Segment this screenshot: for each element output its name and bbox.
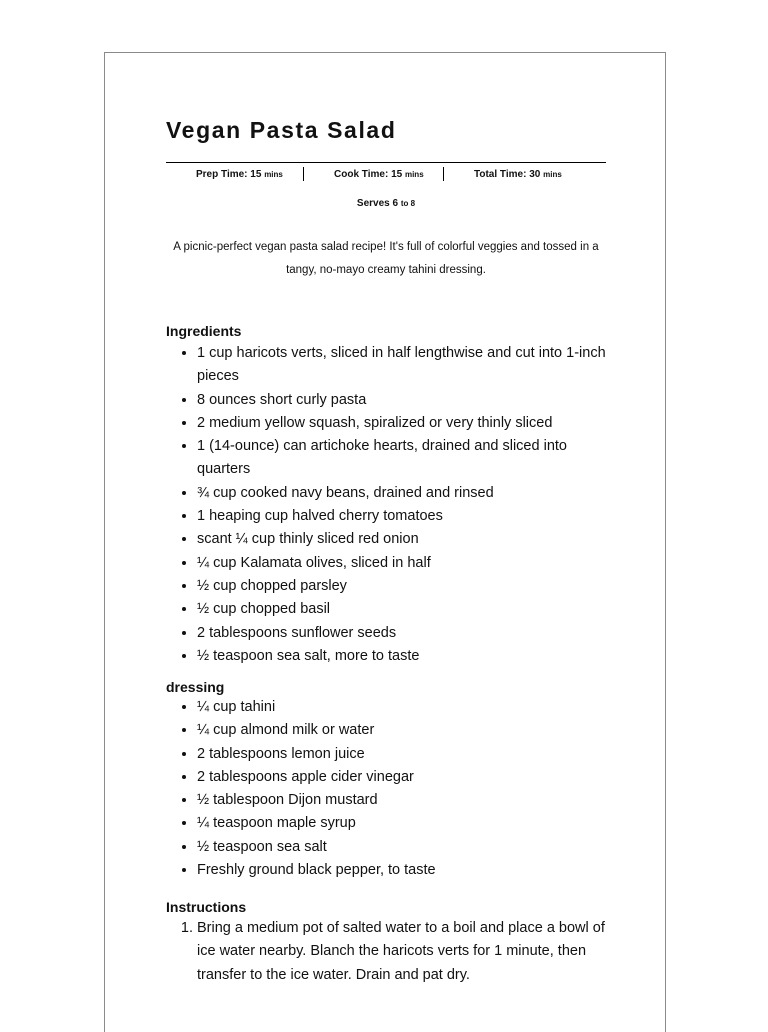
total-time-label: Total Time: — [474, 169, 527, 180]
servings — [166, 198, 606, 209]
list-item: • 2 tablespoons apple cider vinegar — [197, 766, 606, 789]
ingredients-list — [166, 342, 606, 668]
list-item: • 1 (14-ounce) can artichoke hearts, drained and sliced into quarters — [197, 435, 606, 482]
list-item: • 1 heaping cup halved cherry tomatoes — [197, 505, 606, 528]
summary-line: A picnic-perfect vegan pasta salad recipe! It's full of colorful veggies and tossed in a — [173, 241, 599, 253]
list-item: • ½ cup chopped basil — [197, 598, 606, 621]
total-time-unit: mins — [543, 170, 562, 179]
list-item: • 2 tablespoons lemon juice — [197, 743, 606, 766]
list-item: • 2 tablespoons sunflower seeds — [197, 622, 606, 645]
title-divider — [166, 162, 606, 163]
recipe-times — [166, 167, 606, 185]
list-item: • 8 ounces short curly pasta — [197, 389, 606, 412]
prep-time-value: 15 — [250, 169, 262, 180]
recipe-summary — [158, 236, 614, 282]
servings-label: Serves — [356, 198, 390, 209]
list-item: • ¼ cup tahini — [197, 696, 606, 719]
cook-time-label: Cook Time: — [334, 169, 389, 180]
total-time — [474, 169, 562, 180]
prep-time-label: Prep Time: — [196, 169, 248, 180]
prep-time — [196, 169, 283, 180]
list-item: • ½ cup chopped parsley — [197, 575, 606, 598]
servings-unit: to 8 — [400, 199, 416, 208]
dressing-heading: dressing — [166, 679, 225, 695]
list-item: • ¼ cup almond milk or water — [197, 719, 606, 742]
instructions-list — [166, 917, 606, 987]
list-item: • Freshly ground black pepper, to taste — [197, 859, 606, 882]
cook-time — [334, 169, 424, 180]
cook-time-unit: mins — [404, 170, 424, 179]
ingredients-heading: Ingredients — [166, 323, 242, 339]
list-item: • ½ tablespoon Dijon mustard — [197, 789, 606, 812]
recipe-title: Vegan Pasta Salad — [166, 117, 397, 143]
time-separator — [443, 167, 444, 181]
list-item: • ¾ cup cooked navy beans, drained and rinsed — [197, 482, 606, 505]
list-item: • ¼ teaspoon maple syrup — [197, 812, 606, 835]
cook-time-value: 15 — [391, 169, 403, 180]
recipe-card — [104, 52, 666, 1032]
prep-time-unit: mins — [264, 170, 283, 179]
servings-value: 6 — [392, 198, 399, 209]
time-separator — [303, 167, 304, 181]
list-item: • scant ¼ cup thinly sliced red onion — [197, 528, 606, 551]
list-item: • ½ teaspoon sea salt, more to taste — [197, 645, 606, 668]
instructions-heading: Instructions — [166, 899, 247, 915]
list-item: • ½ teaspoon sea salt — [197, 836, 606, 859]
total-time-value: 30 — [529, 169, 541, 180]
list-item: • 2 medium yellow squash, spiralized or very thinly sliced — [197, 412, 606, 435]
list-item: • ¼ cup Kalamata olives, sliced in half — [197, 552, 606, 575]
dressing-list — [166, 696, 606, 882]
list-item: 1. Bring a medium pot of salted water to a boil and place a bowl of ice water nearby. Blanch the haricots verts for 1 minute, then transfer to the ice water. Drain and pat dry. — [197, 917, 606, 987]
summary-line: tangy, no-mayo creamy tahini dressing. — [286, 264, 486, 276]
list-item: • 1 cup haricots verts, sliced in half lengthwise and cut into 1-inch pieces — [197, 342, 606, 389]
